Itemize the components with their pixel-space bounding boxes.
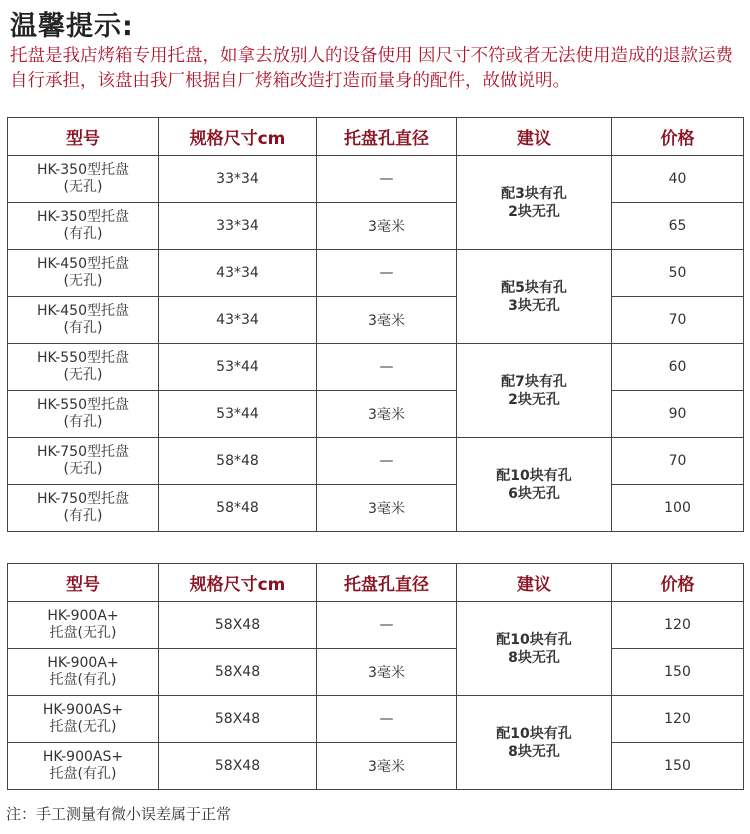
hole-cell: 3毫米 xyxy=(317,391,457,438)
table-row xyxy=(8,250,744,297)
model-cell: HK-550型托盘 (无孔) xyxy=(8,344,159,391)
table-row xyxy=(8,743,744,790)
header-price: 价格 xyxy=(612,118,744,156)
hole-cell: — xyxy=(317,602,457,649)
header-model: 型号 xyxy=(8,118,159,156)
table-header-row xyxy=(8,118,744,156)
price-cell: 150 xyxy=(612,649,744,696)
header-model: 型号 xyxy=(8,564,159,602)
header-price: 价格 xyxy=(612,564,744,602)
header-advice: 建议 xyxy=(457,118,612,156)
advice-cell: 配10块有孔 6块无孔 xyxy=(457,438,612,532)
table-row xyxy=(8,602,744,649)
header-hole: 托盘孔直径 xyxy=(317,564,457,602)
hole-cell: 3毫米 xyxy=(317,649,457,696)
model-cell: HK-550型托盘 (有孔) xyxy=(8,391,159,438)
table-row xyxy=(8,156,744,203)
advice-cell: 配5块有孔 3块无孔 xyxy=(457,250,612,344)
size-cell: 43*34 xyxy=(159,250,317,297)
table-row xyxy=(8,344,744,391)
size-cell: 58X48 xyxy=(159,696,317,743)
spec-table-2 xyxy=(7,563,744,790)
advice-cell: 配10块有孔 8块无孔 xyxy=(457,602,612,696)
advice-cell: 配7块有孔 2块无孔 xyxy=(457,344,612,438)
hole-cell: 3毫米 xyxy=(317,297,457,344)
size-cell: 58*48 xyxy=(159,485,317,532)
size-cell: 58X48 xyxy=(159,602,317,649)
table-row xyxy=(8,297,744,344)
hole-cell: — xyxy=(317,438,457,485)
table-row xyxy=(8,438,744,485)
header-size: 规格尺寸cm xyxy=(159,118,317,156)
model-cell: HK-450型托盘 (无孔) xyxy=(8,250,159,297)
footnote: 注：手工测量有微小误差属于正常 xyxy=(6,805,232,823)
hole-cell: 3毫米 xyxy=(317,743,457,790)
price-cell: 90 xyxy=(612,391,744,438)
size-cell: 58*48 xyxy=(159,438,317,485)
size-cell: 53*44 xyxy=(159,391,317,438)
price-cell: 120 xyxy=(612,602,744,649)
notice-text: 托盘是我店烤箱专用托盘，如拿去放别人的设备使用 因尺寸不符或者无法使用造成的退款运费自行承担，该盘由我厂根据自厂烤箱改造打造而量身的配件，故做说明。 xyxy=(10,46,734,91)
header-advice: 建议 xyxy=(457,564,612,602)
model-cell: HK-750型托盘 (无孔) xyxy=(8,438,159,485)
table-row xyxy=(8,649,744,696)
price-cell: 70 xyxy=(612,438,744,485)
model-cell: HK-900AS+ 托盘(无孔) xyxy=(8,696,159,743)
table-row xyxy=(8,391,744,438)
table-row xyxy=(8,485,744,532)
header-hole: 托盘孔直径 xyxy=(317,118,457,156)
price-cell: 50 xyxy=(612,250,744,297)
table-header-row xyxy=(8,564,744,602)
size-cell: 43*34 xyxy=(159,297,317,344)
header-size: 规格尺寸cm xyxy=(159,564,317,602)
hole-cell: — xyxy=(317,250,457,297)
size-cell: 58X48 xyxy=(159,743,317,790)
hole-cell: — xyxy=(317,344,457,391)
hole-cell: — xyxy=(317,696,457,743)
hole-cell: 3毫米 xyxy=(317,203,457,250)
model-cell: HK-900A+ 托盘(无孔) xyxy=(8,602,159,649)
page-title: 温馨提示: xyxy=(10,11,134,42)
price-cell: 40 xyxy=(612,156,744,203)
model-cell: HK-750型托盘 (有孔) xyxy=(8,485,159,532)
price-cell: 60 xyxy=(612,344,744,391)
size-cell: 53*44 xyxy=(159,344,317,391)
table-row xyxy=(8,203,744,250)
advice-cell: 配3块有孔 2块无孔 xyxy=(457,156,612,250)
hole-cell: — xyxy=(317,156,457,203)
price-cell: 70 xyxy=(612,297,744,344)
table-row xyxy=(8,696,744,743)
price-cell: 100 xyxy=(612,485,744,532)
size-cell: 58X48 xyxy=(159,649,317,696)
size-cell: 33*34 xyxy=(159,203,317,250)
model-cell: HK-900AS+ 托盘(有孔) xyxy=(8,743,159,790)
spec-table-1 xyxy=(7,117,744,532)
size-cell: 33*34 xyxy=(159,156,317,203)
model-cell: HK-450型托盘 (有孔) xyxy=(8,297,159,344)
advice-cell: 配10块有孔 8块无孔 xyxy=(457,696,612,790)
price-cell: 150 xyxy=(612,743,744,790)
model-cell: HK-900A+ 托盘(有孔) xyxy=(8,649,159,696)
model-cell: HK-350型托盘 (有孔) xyxy=(8,203,159,250)
price-cell: 65 xyxy=(612,203,744,250)
model-cell: HK-350型托盘 (无孔) xyxy=(8,156,159,203)
price-cell: 120 xyxy=(612,696,744,743)
hole-cell: 3毫米 xyxy=(317,485,457,532)
